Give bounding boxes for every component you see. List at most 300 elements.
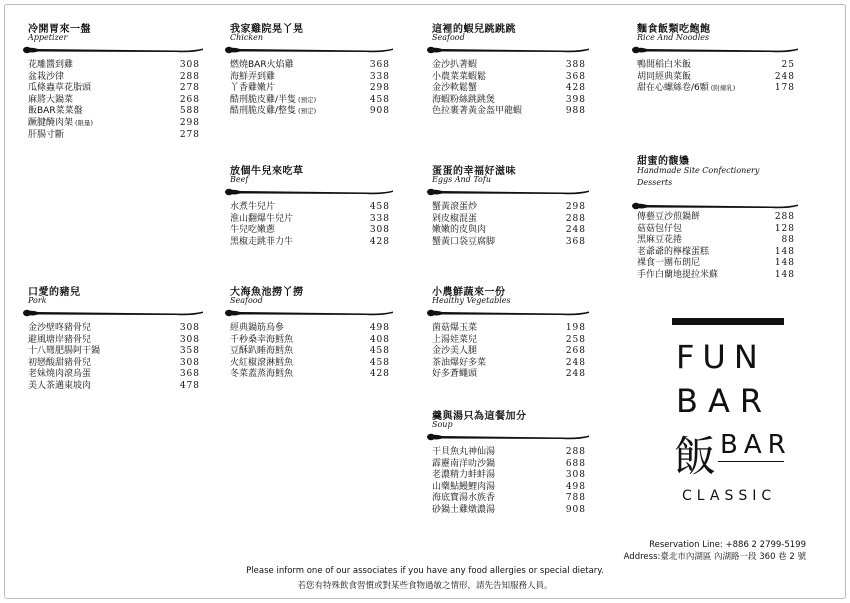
menu-item-name (432, 95, 495, 107)
allergy-notice-en: Please inform one of our associates if you have any food allergies or special dietary. (246, 566, 604, 576)
menu-item-name-text: 肝腸寸斷 (28, 129, 65, 140)
logo-bar-small-text: BAR (720, 430, 792, 460)
menu-item-price: 248 (774, 71, 795, 82)
menu-item-name-text: 霹靂南洋叻沙鍋 (432, 458, 496, 469)
logo-top-bar (672, 318, 784, 325)
menu-item-name (432, 225, 486, 237)
menu-item-name (637, 60, 691, 72)
menu-item-name-text: 傳藝豆沙煎鍋餅 (637, 212, 701, 222)
menu-item-name (230, 83, 275, 95)
menu-item-name (637, 258, 700, 270)
menu-item (230, 346, 390, 358)
menu-item-name-text: 火紅椒滾淋鱈魚 (230, 357, 294, 368)
menu-item (432, 369, 586, 381)
menu-item-name-text: 美人茶邁東坡肉 (28, 380, 92, 391)
menu-item-name-text: 金沙扒著蝦 (432, 60, 478, 70)
menu-item-name (230, 323, 284, 335)
menu-item-name-text: 上湯娃菜兒 (432, 334, 478, 345)
menu-item-name-text: 瓜條蟲草花脂頭 (28, 83, 92, 94)
menu-item-price: 458 (369, 202, 390, 212)
logo-classic-text: CLASSIC (682, 488, 777, 504)
menu-item-price: 248 (565, 357, 586, 368)
menu-item-name (637, 235, 682, 247)
section-header (432, 20, 586, 60)
menu-item (230, 335, 390, 347)
menu-item-name-text: 酷刑脆皮雞/整隻 (230, 106, 297, 117)
menu-item-name-text: 胡同經典菜飯 (637, 71, 692, 82)
menu-item (637, 235, 795, 247)
menu-item-price: 908 (565, 504, 586, 515)
menu-item-price: 278 (179, 129, 200, 140)
menu-item-name (637, 247, 709, 259)
menu-item-price: 338 (369, 71, 390, 82)
menu-item (230, 237, 390, 249)
menu-item (637, 247, 795, 259)
menu-item-price: 368 (369, 60, 390, 70)
brush-stroke-divider (224, 307, 396, 319)
menu-item (432, 202, 586, 214)
menu-item-name-text: 蹶腱醃肉架 (28, 117, 74, 128)
menu-item-price: 178 (774, 83, 795, 94)
menu-item-name (432, 505, 495, 517)
brush-stroke-divider (22, 44, 206, 56)
menu-item-name (432, 470, 495, 482)
menu-item-price: 368 (565, 236, 586, 247)
section-header (432, 407, 586, 447)
menu-item-name (28, 323, 91, 335)
menu-item-name (230, 72, 275, 84)
section-header (230, 162, 390, 202)
menu-item (230, 60, 390, 72)
menu-item-name (432, 493, 495, 505)
menu-item-price: 428 (565, 83, 586, 94)
menu-item-name-text: 豆酥趴睡海鱈魚 (230, 346, 294, 357)
menu-item (432, 493, 586, 505)
menu-item (28, 60, 200, 72)
menu-item-price: 338 (369, 213, 390, 224)
menu-item-name-text: 金沙壁咚豬骨兒 (28, 323, 92, 333)
menu-item (28, 72, 200, 84)
menu-item-name-text: 蟹黃滾蛋炒 (432, 202, 478, 212)
section-title-en: Eggs And Tofu (432, 175, 491, 184)
menu-item-name-text: 小農菜菜蝦鬆 (432, 71, 487, 82)
menu-item-price: 25 (781, 60, 795, 70)
menu-item-price: 398 (565, 94, 586, 105)
menu-item-price: 268 (179, 94, 200, 105)
menu-item-name-text: 鴨間稻白米飯 (637, 60, 692, 70)
menu-item (432, 95, 586, 107)
menu-item (432, 459, 586, 471)
menu-item-name (230, 237, 293, 249)
menu-item-price: 258 (565, 334, 586, 345)
menu-item-name (28, 130, 64, 142)
menu-item-name-text: 酷刑脆皮雞/半隻 (230, 94, 297, 105)
menu-item-name-text: 飯BAR菜菜盤 (28, 106, 83, 117)
menu-item (28, 369, 200, 381)
address-line: Address:臺北市內湖區 內湖路一段 360 巷 2 號 (623, 552, 806, 562)
menu-item-name-text: 好多蒼蠅頭 (432, 369, 478, 380)
menu-item-name (432, 335, 477, 347)
logo-fun-text: FUN (676, 338, 766, 376)
menu-item (28, 95, 200, 107)
menu-item-name-text: 茶油爆好多菜 (432, 357, 487, 368)
menu-item-name (230, 369, 293, 381)
menu-item (28, 323, 200, 335)
section-title-cn: 放個牛兒來吃草 (230, 166, 304, 177)
menu-item-price: 788 (565, 493, 586, 504)
section-title-cn: 羹與湯只為這餐加分 (432, 411, 527, 422)
menu-item-price: 308 (369, 225, 390, 236)
menu-item-name (28, 335, 91, 347)
menu-item-price: 428 (369, 236, 390, 247)
menu-item-name-text: 砂鍋土雞燉濃湯 (432, 504, 496, 515)
menu-item-price: 308 (179, 334, 200, 345)
section-items (637, 212, 795, 282)
menu-item-price: 428 (369, 369, 390, 380)
section-header (28, 283, 200, 323)
logo-bar-text: BAR (676, 382, 773, 420)
menu-item-name-text: 老濃精力蚌蚌湯 (432, 470, 496, 481)
section-header (230, 283, 390, 323)
menu-item-name-text: 初戀酸甜豬骨兒 (28, 357, 92, 368)
menu-item-price: 588 (179, 106, 200, 117)
menu-item-price: 148 (774, 269, 795, 280)
menu-item (637, 60, 795, 72)
menu-item-name-text: 十八彎肥腸阿干鍋 (28, 346, 101, 357)
menu-item-price: 248 (565, 225, 586, 236)
menu-item-price: 288 (565, 447, 586, 457)
menu-item (28, 130, 200, 142)
menu-item-name (432, 482, 495, 494)
menu-item-name-text: 海蝦粉絲跳跳煲 (432, 94, 496, 105)
menu-item (432, 470, 586, 482)
menu-item-name (432, 106, 522, 118)
menu-section (28, 20, 200, 141)
menu-item (28, 346, 200, 358)
menu-item-price: 358 (179, 346, 200, 357)
menu-item (230, 214, 390, 226)
menu-item (637, 212, 795, 224)
menu-item-name-text: 麻將大鍋菜 (28, 94, 74, 105)
menu-item-name-text: 冬菜蓋蒸海鱈魚 (230, 369, 294, 380)
menu-item-note: (預定) (298, 95, 317, 104)
menu-section (432, 407, 586, 517)
section-header (432, 162, 586, 202)
menu-item-price: 308 (179, 323, 200, 333)
menu-item-name (432, 346, 477, 358)
menu-item (432, 237, 586, 249)
reservation-info (624, 539, 806, 563)
brush-stroke-divider (426, 431, 592, 443)
menu-item-name (230, 335, 293, 347)
menu-item-name-text: 老爺爺的檸檬蛋糕 (637, 246, 710, 257)
menu-section (637, 152, 795, 282)
menu-item-name-text: 黑麻豆花捲 (637, 235, 683, 246)
brush-stroke-divider (426, 307, 592, 319)
menu-item-price: 368 (179, 369, 200, 380)
fun-bar-logo (672, 318, 792, 512)
section-items (432, 202, 586, 248)
menu-item-name-text: 菌菇爆玉菜 (432, 323, 478, 333)
menu-item-name-text: 水煮牛兒片 (230, 202, 276, 212)
menu-item-name-text: 裸食一團布朗尼 (637, 258, 701, 269)
section-items (28, 60, 200, 141)
section-items (432, 323, 586, 381)
menu-item-name (432, 202, 477, 214)
menu-item-price: 298 (179, 117, 200, 128)
menu-item (28, 83, 200, 95)
menu-item (230, 358, 390, 370)
section-header (637, 152, 795, 212)
menu-item (230, 83, 390, 95)
menu-item-price: 288 (774, 212, 795, 222)
section-title-en: Healthy Vegetables (432, 296, 511, 305)
menu-item-name-text: 手作白蘭地提拉米蘇 (637, 269, 719, 280)
section-title-en: Soup (432, 420, 453, 429)
menu-item (230, 323, 390, 335)
menu-item-name (230, 106, 316, 118)
menu-item-price: 478 (179, 380, 200, 391)
menu-item-name (432, 83, 477, 95)
section-items (230, 202, 390, 248)
section-title-cn: 甜蜜的馥嬝 (637, 156, 690, 167)
menu-item-price: 268 (565, 346, 586, 357)
menu-item-name-text: 菇菇包仔包 (637, 223, 683, 234)
section-items (432, 60, 586, 118)
menu-item-name (637, 72, 691, 84)
section-title-cn: 我家雞院晃丫晃 (230, 24, 304, 35)
menu-item (432, 106, 586, 118)
menu-item-name (230, 346, 293, 358)
brush-stroke-divider (631, 44, 801, 56)
menu-section (432, 20, 586, 118)
section-items (637, 60, 795, 95)
brush-stroke-divider (224, 186, 396, 198)
menu-item-name (28, 72, 64, 84)
menu-item-name (637, 83, 735, 95)
menu-item-price: 128 (774, 223, 795, 234)
menu-item-price: 308 (565, 470, 586, 481)
menu-item-name-text: 牛兒吃嫩蔥 (230, 225, 276, 236)
menu-item-name (432, 358, 486, 370)
menu-item-name (432, 237, 495, 249)
menu-item-price: 408 (369, 334, 390, 345)
menu-item (432, 358, 586, 370)
menu-item-price: 498 (369, 323, 390, 333)
menu-item (637, 270, 795, 282)
menu-item (432, 346, 586, 358)
menu-item-price: 148 (774, 246, 795, 257)
menu-item-price: 688 (565, 458, 586, 469)
menu-section (28, 283, 200, 393)
menu-section (230, 162, 390, 248)
menu-item (432, 72, 586, 84)
menu-item-name (230, 60, 294, 72)
reservation-line: Reservation Line: +886 2 2799-5199 (649, 540, 806, 550)
section-title-en: Rice And Noodles (637, 33, 710, 42)
menu-item-price: 288 (179, 71, 200, 82)
brush-stroke-divider (224, 44, 396, 56)
brush-stroke-divider (426, 186, 592, 198)
menu-item-name-text: 色拉裹著黃金盔甲龍蝦 (432, 106, 523, 117)
menu-item-price: 248 (565, 369, 586, 380)
menu-item (432, 505, 586, 517)
menu-item (637, 258, 795, 270)
section-title-cn: 這裡的蝦兒跳跳跳 (432, 24, 516, 35)
menu-item (637, 72, 795, 84)
menu-item-price: 278 (179, 83, 200, 94)
menu-item-price: 458 (369, 357, 390, 368)
menu-item-name-text: 金沙美人腿 (432, 346, 478, 357)
menu-item-name-text: 千秒桑幸海鱈魚 (230, 334, 294, 345)
brush-stroke-divider (631, 200, 801, 212)
menu-item (432, 482, 586, 494)
section-title-cn: 小農鮮蔬來一份 (432, 287, 506, 298)
menu-section (432, 162, 586, 248)
menu-item-name (432, 72, 486, 84)
menu-item (432, 447, 586, 459)
menu-item-name-text: 嫩嫩的皮與肉 (432, 225, 487, 236)
menu-item (637, 83, 795, 95)
menu-item-name (230, 95, 316, 107)
menu-item-name-text: 避風塘岸豬骨兒 (28, 334, 92, 345)
menu-item-name (28, 106, 83, 118)
menu-item-note: (預定) (298, 107, 317, 116)
menu-item-name (28, 95, 73, 107)
section-title-en: Appetizer (28, 33, 68, 42)
menu-item-name (637, 224, 682, 236)
menu-item-name (28, 358, 91, 370)
section-title-cn: 大海魚池撈丫撈 (230, 287, 304, 298)
menu-item-name-text: 海鮮弄到雞 (230, 71, 276, 82)
section-header (28, 20, 200, 60)
section-header (230, 20, 390, 60)
menu-item-name (432, 214, 477, 226)
menu-item (230, 225, 390, 237)
menu-item (637, 224, 795, 236)
menu-item-name-text: 花雕醬到雞 (28, 60, 74, 70)
menu-item-name-text: 剁皮椒混蛋 (432, 213, 478, 224)
menu-item-name-text: 燃燒BAR火焰雞 (230, 60, 294, 70)
menu-item-name-text: 蟹黃口袋豆腐脚 (432, 236, 496, 247)
menu-item-name (230, 358, 293, 370)
section-title-en: Chicken (230, 33, 264, 42)
menu-item-name (637, 212, 700, 224)
menu-item (230, 95, 390, 107)
menu-item-name (28, 369, 91, 381)
section-title-en: Seafood (432, 33, 465, 42)
menu-item-price: 498 (565, 481, 586, 492)
section-title-cn: 麵食飯類吃飽飽 (637, 24, 711, 35)
menu-item-name (637, 270, 718, 282)
section-items (230, 323, 390, 381)
menu-item-price: 88 (781, 235, 795, 246)
menu-item-price: 298 (369, 83, 390, 94)
section-header (637, 20, 795, 60)
menu-item (432, 323, 586, 335)
menu-item (28, 335, 200, 347)
section-title-en: Handmade Site Confectionery Desserts (637, 166, 760, 187)
menu-item-name (432, 323, 477, 335)
menu-item-price: 458 (369, 94, 390, 105)
menu-item-price: 458 (369, 346, 390, 357)
menu-item-name (432, 459, 495, 471)
menu-item (28, 106, 200, 118)
menu-item-price: 368 (565, 71, 586, 82)
section-header (432, 283, 586, 323)
menu-item (230, 202, 390, 214)
menu-item-name-text: 黑椒走跳菲力牛 (230, 236, 294, 247)
menu-item (432, 335, 586, 347)
menu-item-name-text: 干貝魚丸神仙湯 (432, 447, 496, 457)
menu-section (637, 20, 795, 95)
menu-item-price: 308 (179, 357, 200, 368)
brush-stroke-divider (22, 307, 206, 319)
menu-item-name (432, 369, 477, 381)
brush-stroke-divider (426, 44, 592, 56)
menu-item-name-text: 丫香雞嫩片 (230, 83, 276, 94)
menu-item-name (28, 381, 91, 393)
menu-section (432, 283, 586, 381)
menu-item-price: 198 (565, 323, 586, 333)
menu-item-name-text: 淮山翻爆牛兒片 (230, 213, 294, 224)
menu-item-name (28, 118, 93, 130)
menu-item (230, 72, 390, 84)
menu-item-name-text: 海底寶湯水族香 (432, 493, 496, 504)
menu-item (432, 83, 586, 95)
section-items (432, 447, 586, 517)
logo-underline (718, 461, 784, 462)
menu-item-price: 298 (565, 202, 586, 212)
menu-item-price: 908 (369, 106, 390, 117)
menu-item-name (432, 447, 495, 459)
section-title-cn: 冷開胃來一盤 (28, 24, 91, 35)
menu-section (230, 283, 390, 381)
section-title-en: Beef (230, 175, 249, 184)
menu-item-name-text: 老妹燒肉滾烏蛋 (28, 369, 92, 380)
menu-item-note: (限量) (75, 118, 94, 127)
menu-item (28, 381, 200, 393)
menu-item-name-text: 盆栽沙律 (28, 71, 65, 82)
menu-item-name (28, 60, 73, 72)
menu-item (230, 369, 390, 381)
menu-item-price: 308 (179, 60, 200, 70)
menu-item-price: 988 (565, 106, 586, 117)
menu-item-note: (附煉乳) (710, 84, 736, 93)
menu-item (432, 225, 586, 237)
menu-item-name-text: 甜在心螺絲卷/6顆 (637, 83, 709, 94)
menu-item-name (28, 346, 100, 358)
section-items (28, 323, 200, 393)
menu-section (230, 20, 390, 118)
menu-item-name (230, 225, 275, 237)
menu-item-name-text: 山藥鮎鰻鯉肉湯 (432, 481, 496, 492)
menu-item-price: 288 (565, 213, 586, 224)
menu-item-price: 148 (774, 258, 795, 269)
menu-item (432, 214, 586, 226)
section-title-en: Pork (28, 296, 47, 305)
menu-item (28, 358, 200, 370)
menu-item-name (230, 202, 275, 214)
allergy-notice-cn: 若您有特殊飲食習慣或對某些食物過敏之情形，請先告知服務人員。 (297, 581, 553, 591)
menu-item-price: 388 (565, 60, 586, 70)
logo-fan-character: 飯 (674, 432, 717, 481)
section-title-cn: 口愛的豬兒 (28, 287, 81, 298)
section-title-cn: 蛋蛋的幸福好滋味 (432, 166, 516, 177)
menu-item-name (432, 60, 477, 72)
menu-item-name-text: 經典鍋筋烏參 (230, 323, 285, 333)
section-title-en: Seafood (230, 296, 263, 305)
